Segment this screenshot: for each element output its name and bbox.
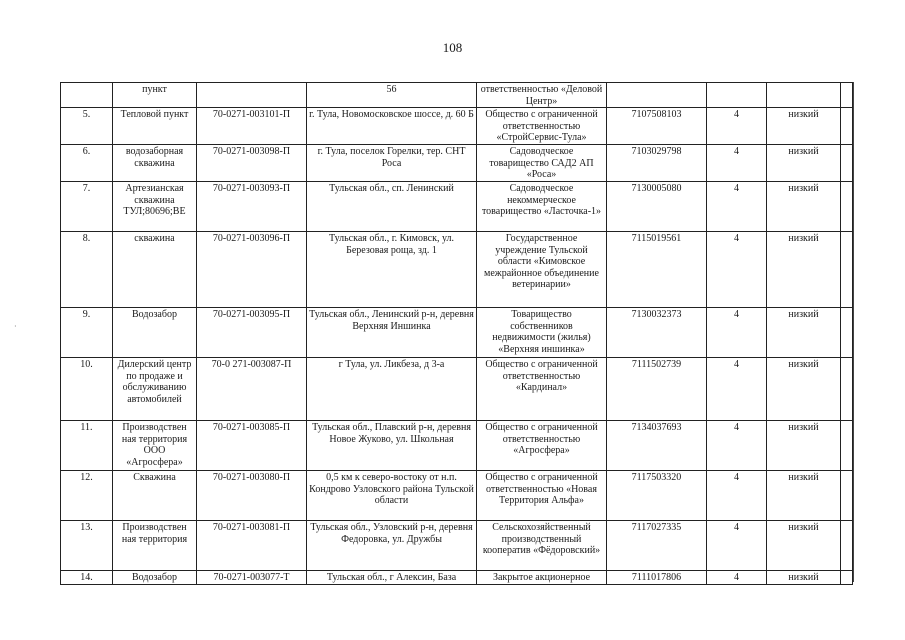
object-type: Водозабор bbox=[113, 308, 197, 358]
risk-category: 4 bbox=[707, 471, 767, 521]
owner-inn: 7117503320 bbox=[607, 471, 707, 521]
owner-inn: 7103029798 bbox=[607, 145, 707, 182]
empty-cell bbox=[841, 83, 853, 108]
owner-name: Закрытое акционерное bbox=[477, 571, 607, 585]
object-code: 70-0271-003096-П bbox=[197, 232, 307, 308]
object-type: скважина bbox=[113, 232, 197, 308]
owner-name: Общество с ограниченной ответственностью «Кардинал» bbox=[477, 358, 607, 421]
object-code: 70-0271-003080-П bbox=[197, 471, 307, 521]
object-address: Тульская обл., г Алексин, База bbox=[307, 571, 477, 585]
registry-table bbox=[60, 82, 853, 585]
owner-inn: 7107508103 bbox=[607, 108, 707, 145]
owner-name: Общество с ограниченной ответственностью «СтройСервис-Тула» bbox=[477, 108, 607, 145]
owner-name: Государственное учреждение Тульской области «Кимовское межрайонное объединение ветеринарии» bbox=[477, 232, 607, 308]
risk-level: низкий bbox=[767, 182, 841, 232]
risk-level: низкий bbox=[767, 571, 841, 585]
object-type: пункт bbox=[113, 83, 197, 108]
empty-cell bbox=[841, 108, 853, 145]
empty-cell bbox=[841, 308, 853, 358]
object-code bbox=[197, 83, 307, 108]
owner-inn: 7111017806 bbox=[607, 571, 707, 585]
object-address: Тульская обл., Ленинский р-н, деревня Верхняя Иншинка bbox=[307, 308, 477, 358]
owner-name: Садоводческое товарищество САД2 АП «Роса» bbox=[477, 145, 607, 182]
row-number: 10. bbox=[61, 358, 113, 421]
risk-level: низкий bbox=[767, 232, 841, 308]
object-code: 70-0271-003093-П bbox=[197, 182, 307, 232]
risk-category: 4 bbox=[707, 521, 767, 571]
risk-category: 4 bbox=[707, 308, 767, 358]
object-address: г. Тула, Новомосковское шоссе, д. 60 Б bbox=[307, 108, 477, 145]
risk-category: 4 bbox=[707, 182, 767, 232]
owner-inn: 7115019561 bbox=[607, 232, 707, 308]
table-row bbox=[61, 108, 853, 145]
owner-inn: 7111502739 bbox=[607, 358, 707, 421]
object-address: г Тула, ул. Ликбеза, д 3-а bbox=[307, 358, 477, 421]
risk-category: 4 bbox=[707, 232, 767, 308]
right-edge-line bbox=[853, 82, 854, 582]
object-code: 70-0271-003095-П bbox=[197, 308, 307, 358]
object-address: 0,5 км к северо-востоку от н.п. Кондрово Узловского района Тульской области bbox=[307, 471, 477, 521]
owner-inn: 7130032373 bbox=[607, 308, 707, 358]
risk-level: низкий bbox=[767, 471, 841, 521]
row-number: 13. bbox=[61, 521, 113, 571]
object-type: Водозабор bbox=[113, 571, 197, 585]
owner-inn: 7130005080 bbox=[607, 182, 707, 232]
empty-cell bbox=[841, 571, 853, 585]
owner-name: Садоводческое некоммерческое товарищество «Ласточка-1» bbox=[477, 182, 607, 232]
table-row bbox=[61, 83, 853, 108]
table-row bbox=[61, 182, 853, 232]
row-number: 6. bbox=[61, 145, 113, 182]
owner-inn bbox=[607, 83, 707, 108]
risk-level: низкий bbox=[767, 108, 841, 145]
risk-level: низкий bbox=[767, 145, 841, 182]
row-number: 14. bbox=[61, 571, 113, 585]
empty-cell bbox=[841, 182, 853, 232]
object-type: Производствен ная территория ООО «Агросфера» bbox=[113, 421, 197, 471]
empty-cell bbox=[841, 232, 853, 308]
risk-level: низкий bbox=[767, 421, 841, 471]
owner-name: Общество с ограниченной ответственностью «Агросфера» bbox=[477, 421, 607, 471]
row-number: 7. bbox=[61, 182, 113, 232]
object-code: 70-0271-003081-П bbox=[197, 521, 307, 571]
row-number: 5. bbox=[61, 108, 113, 145]
risk-level bbox=[767, 83, 841, 108]
object-type: Дилерский центр по продаже и обслуживанию автомобилей bbox=[113, 358, 197, 421]
risk-level: низкий bbox=[767, 308, 841, 358]
object-code: 70-0 271-003087-П bbox=[197, 358, 307, 421]
risk-category: 4 bbox=[707, 421, 767, 471]
empty-cell bbox=[841, 521, 853, 571]
owner-name: ответственностью «Деловой Центр» bbox=[477, 83, 607, 108]
object-address: Тульская обл., Плавский р-н, деревня Новое Жуково, ул. Школьная bbox=[307, 421, 477, 471]
object-code: 70-0271-003077-Т bbox=[197, 571, 307, 585]
object-type: Скважина bbox=[113, 471, 197, 521]
object-code: 70-0271-003101-П bbox=[197, 108, 307, 145]
margin-mark: · bbox=[14, 322, 17, 331]
owner-name: Товарищество собственников недвижимости (жилья) «Верхняя иншинка» bbox=[477, 308, 607, 358]
object-address: Тульская обл., сп. Ленинский bbox=[307, 182, 477, 232]
table-row bbox=[61, 421, 853, 471]
empty-cell bbox=[841, 471, 853, 521]
risk-category: 4 bbox=[707, 145, 767, 182]
object-type: водозаборная скважина bbox=[113, 145, 197, 182]
risk-category: 4 bbox=[707, 571, 767, 585]
row-number bbox=[61, 83, 113, 108]
risk-category bbox=[707, 83, 767, 108]
owner-inn: 7117027335 bbox=[607, 521, 707, 571]
row-number: 12. bbox=[61, 471, 113, 521]
object-address: Тульская обл., г. Кимовск, ул. Березовая роща, зд. 1 bbox=[307, 232, 477, 308]
object-address: 56 bbox=[307, 83, 477, 108]
table-row bbox=[61, 521, 853, 571]
object-type: Производствен ная территория bbox=[113, 521, 197, 571]
empty-cell bbox=[841, 145, 853, 182]
table-row bbox=[61, 308, 853, 358]
risk-category: 4 bbox=[707, 108, 767, 145]
table-row bbox=[61, 232, 853, 308]
empty-cell bbox=[841, 358, 853, 421]
table-row bbox=[61, 145, 853, 182]
risk-level: низкий bbox=[767, 358, 841, 421]
object-address: г. Тула, поселок Горелки, тер. СНТ Роса bbox=[307, 145, 477, 182]
risk-category: 4 bbox=[707, 358, 767, 421]
object-code: 70-0271-003098-П bbox=[197, 145, 307, 182]
table-row bbox=[61, 358, 853, 421]
row-number: 11. bbox=[61, 421, 113, 471]
row-number: 8. bbox=[61, 232, 113, 308]
risk-level: низкий bbox=[767, 521, 841, 571]
row-number: 9. bbox=[61, 308, 113, 358]
object-type: Тепловой пункт bbox=[113, 108, 197, 145]
page-number: 108 bbox=[442, 40, 463, 55]
empty-cell bbox=[841, 421, 853, 471]
table-row bbox=[61, 471, 853, 521]
object-address: Тульская обл., Узловский р-н, деревня Федоровка, ул. Дружбы bbox=[307, 521, 477, 571]
table-row bbox=[61, 571, 853, 585]
object-code: 70-0271-003085-П bbox=[197, 421, 307, 471]
owner-name: Общество с ограниченной ответственностью «Новая Территория Альфа» bbox=[477, 471, 607, 521]
object-type: Артезианская скважина ТУЛ;80696;ВЕ bbox=[113, 182, 197, 232]
owner-inn: 7134037693 bbox=[607, 421, 707, 471]
owner-name: Сельскохозяйственный производственный кооператив «Фёдоровский» bbox=[477, 521, 607, 571]
